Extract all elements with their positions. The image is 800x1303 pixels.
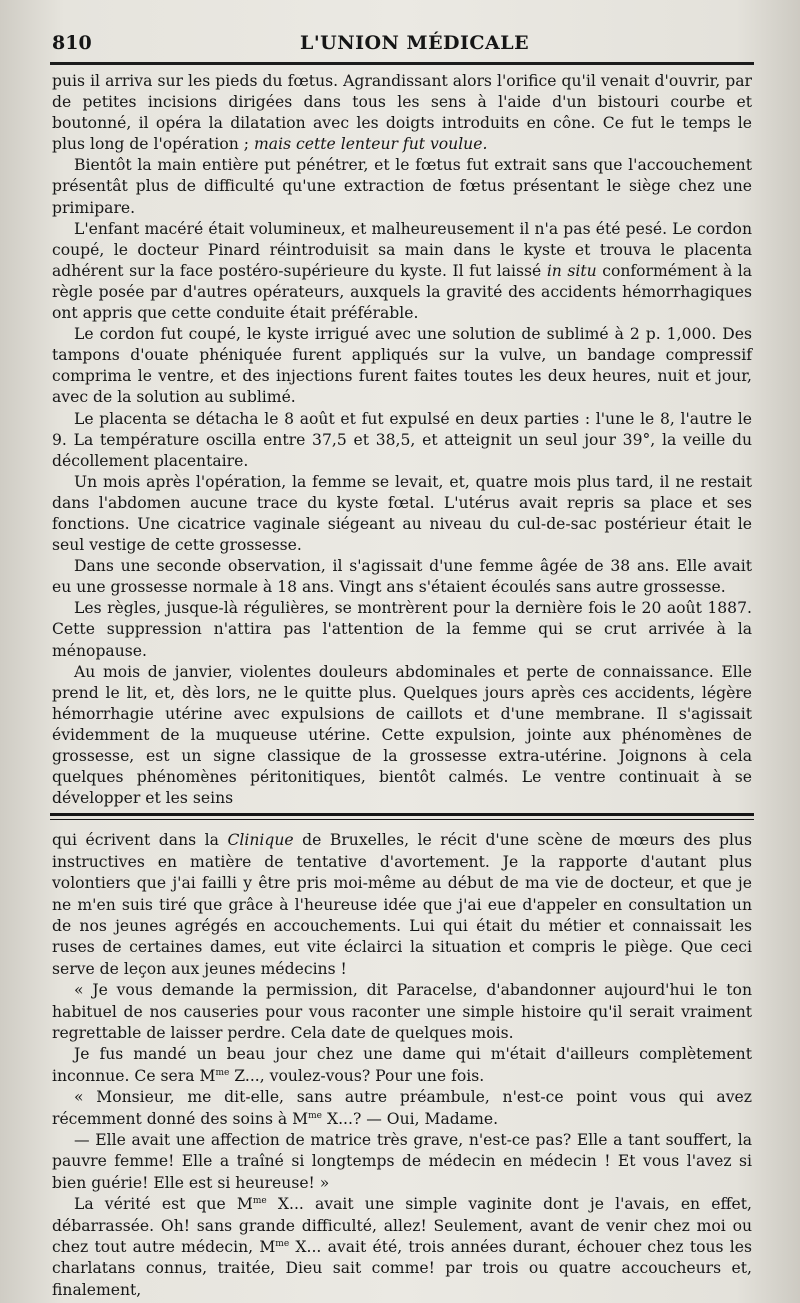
- paragraph-text: X... avait une simple vaginite dont je l'avais, en effet, débarrassée. Oh! sans grande difficulté, allez! Seulement, avant de venir chez moi ou chez tout autre médecin, M: [52, 1195, 752, 1256]
- paragraph: Les règles, jusque-là régulières, se montrèrent pour la dernière fois le 20 août 1887. Cette suppression n'attira pas l'attention de la femme qui se crut arrivée à la ménopause.: [52, 599, 752, 660]
- paragraph-text: Je fus mandé un beau jour chez une dame qui m'était d'ailleurs complètement inconnue. Ce sera M: [52, 1045, 752, 1085]
- paragraph: [52, 830, 752, 980]
- paragraph: Un mois après l'opération, la femme se levait, et, quatre mois plus tard, il ne restait dans l'abdomen aucune trace du kyste fœtal. L'utérus avait repris sa place et ses fonctions. Une cicatrice vaginale siégeant au niveau du cul-de-sac postérieur était le seul vestige de cette grossesse.: [52, 472, 752, 555]
- paragraph-text: X... avait été, trois années durant, échouer chez tous les charlatans connus, traitée, Dieu sait comme! par trois ou quatre accoucheurs et, finalement,: [52, 1238, 752, 1299]
- italic-phrase: mais cette lenteur fut voulue.: [254, 135, 488, 154]
- paragraph: — Elle avait une affection de matrice très grave, n'est-ce pas? Elle a tant souffert, la pauvre femme! Elle a traîné si longtemps de médecin en médecin ! Et vous l'avez si bien guérie! Elle est si heureuse! »: [52, 1130, 752, 1192]
- paragraph-text: puis il arriva sur les pieds du fœtus. Agrandissant alors l'orifice qu'il venait d'ouvrir, par de petites incisions dirigées dans tous les sens à l'aide d'un bistouri courbe et boutonné, il opéra la dilatation avec les doigts introduits en cône. Ce fut le temps le plus long de l'opération ;: [52, 72, 752, 154]
- paragraph: Le cordon fut coupé, le kyste irrigué avec une solution de sublimé à 2 p. 1,000. Des tampons d'ouate phéniquée furent appliqués sur la vulve, un bandage compressif comprima le ventre, et des injections furent faites toutes les deux heures, nuit et jour, avec de la solution au sublimé.: [52, 325, 752, 407]
- superscript: me: [215, 1067, 230, 1078]
- italic-phrase: in situ: [546, 261, 597, 280]
- paragraph-text: de Bruxelles, le récit d'une scène de mœurs des plus instructives en matière de tentative d'avortement. Je la rapporte d'autant plus volontiers que j'ai failli y être pris moi-même au début de ma vie de docteur, et que je ne m'en suis tiré que grâce à l'heureuse idée que j'ai eue d'appeler en consultation un de nos jeunes agrégés en accouchements. Lui qui était du métier et connaissait les ruses de certaines dames, eut vite éclairci la situation et compris le piège. Que ceci serve de leçon aux jeunes médecins !: [52, 831, 752, 978]
- superscript: me: [275, 1238, 290, 1249]
- paragraph-text: « Monsieur, me dit-elle, sans autre préambule, n'est-ce point vous qui avez récemment donné des soins à M: [52, 1088, 752, 1128]
- paragraph-text: qui écrivent dans la: [52, 831, 219, 850]
- italic-phrase: Clinique: [227, 831, 294, 850]
- paragraph: [52, 1194, 752, 1301]
- paragraph: [52, 1087, 752, 1130]
- journal-title: L'UNION MÉDICALE: [300, 32, 530, 54]
- paragraph-text: X...? — Oui, Madame.: [326, 1109, 499, 1128]
- paragraph: [52, 219, 752, 324]
- paragraph: Dans une seconde observation, il s'agissait d'une femme âgée de 38 ans. Elle avait eu une grossesse normale à 18 ans. Vingt ans s'étaient écoulés sans autre grossesse.: [52, 557, 752, 597]
- paragraph: Le placenta se détacha le 8 août et fut expulsé en deux parties : l'une le 8, l'autre le 9. La température oscilla entre 37,5 et 38,5, et atteignit un seul jour 39°, la veille du décollement placentaire.: [52, 409, 752, 470]
- feuilleton-body: [52, 830, 752, 1301]
- page-number: 810: [52, 32, 92, 54]
- paragraph-text: Z..., voulez-vous? Pour une fois.: [234, 1066, 485, 1085]
- paragraph: Bientôt la main entière put pénétrer, et le fœtus fut extrait sans que l'accouchement présentât plus de difficulté qu'une extraction de fœtus présentant le siège chez une primipare.: [52, 156, 752, 217]
- feuilleton-separator: [50, 813, 754, 820]
- article-body: [52, 71, 752, 809]
- header-rule: [50, 62, 754, 65]
- superscript: me: [308, 1110, 322, 1121]
- paragraph-text: conformément à la règle posée par d'autres opérateurs, auxquels la gravité des accidents hémorrhagiques ont appris que cette conduite était préférable.: [52, 261, 752, 323]
- paragraph: [52, 71, 752, 155]
- paragraph-text: L'enfant macéré était volumineux, et malheureusement il n'a pas été pesé. Le cordon coupé, le docteur Pinard réintroduisit sa main dans le kyste et trouva le placenta adhérent sur la face postéro-supérieure du kyste. Il fut laissé: [52, 219, 752, 280]
- superscript: me: [252, 1196, 267, 1206]
- running-header: [52, 30, 752, 60]
- paragraph-text: La vérité est que M: [74, 1195, 253, 1214]
- paragraph: Au mois de janvier, violentes douleurs abdominales et perte de connaissance. Elle prend le lit, et, dès lors, ne le quitte plus. Quelques jours après ces accidents, légère hémorrhagie utérine avec expulsions de caillots et d'une membrane. Il s'agissait évidemment de la muqueuse utérine. Cette expulsion, jointe aux phénomènes de grossesse, est un signe classique de la grossesse extra-utérine. Joignons à cela quelques phénomènes péritonitiques, bientôt calmés. Le ventre continuait à se développer et les seins: [52, 662, 752, 808]
- paragraph: [52, 1044, 752, 1087]
- paragraph: « Je vous demande la permission, dit Paracelse, d'abandonner aujourd'hui le ton habituel de nos causeries pour vous raconter une simple histoire qu'il serait vraiment regrettable de laisser perdre. Cela date de quelques mois.: [52, 981, 752, 1042]
